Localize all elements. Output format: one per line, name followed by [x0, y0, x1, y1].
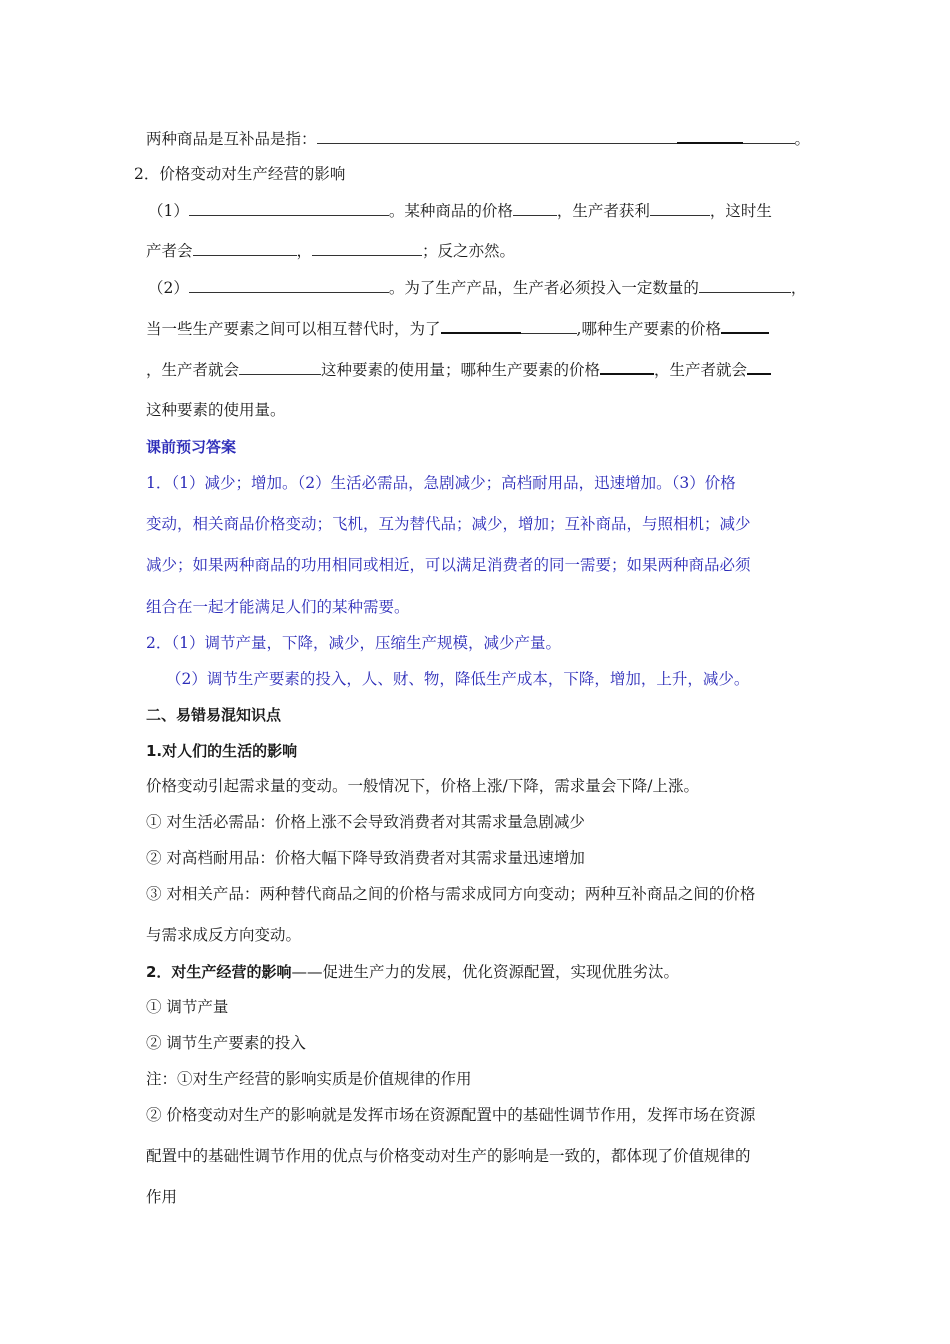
section-2-title: 2．价格变动对生产经营的影响: [134, 165, 346, 183]
blank-field[interactable]: [521, 319, 577, 334]
knowledge-text: ② 价格变动对生产的影响就是发挥市场在资源配置中的基础性调节作用，发挥市场在资源: [146, 1106, 756, 1124]
knowledge-text: 作用: [146, 1188, 178, 1206]
blank-field[interactable]: [721, 318, 769, 334]
answer-line: 减少；如果两种商品的功用相同或相近，可以满足消费者的同一需要；如果两种商品必须: [146, 556, 751, 574]
complement-prefix: 两种商品是互补品是指：: [146, 130, 317, 148]
answer-line: 变动，相关商品价格变动；飞机，互为替代品；减少，增加；互补商品，与照相机；减少: [146, 515, 751, 533]
knowledge-subheading-1: 1.对人们的生活的影响: [146, 742, 298, 760]
complement-definition-line: 两种商品是互补品是指： 。: [146, 130, 811, 148]
blank-field[interactable]: [441, 318, 521, 334]
blank-field[interactable]: [239, 360, 321, 375]
blank-field[interactable]: [650, 201, 710, 216]
blank-field[interactable]: [699, 278, 791, 293]
knowledge-subheading-2: 2．对生产经营的影响——促进生产力的发展，优化资源配置，实现优胜劣汰。: [146, 963, 679, 981]
answer-line: 1．（1）减少；增加。（2）生活必需品，急剧减少；高档耐用品，迅速增加。（3）价格: [146, 474, 736, 492]
blank-field[interactable]: [189, 201, 389, 216]
paragraph-2-line-1: （2） 。为了生产产品，生产者必须投入一定数量的 ，: [148, 279, 807, 297]
paragraph-2-line-3: ，生产者就会 这种要素的使用量；哪种生产要素的价格 ，生产者就会: [146, 359, 820, 381]
knowledge-text: ① 调节产量: [146, 998, 229, 1016]
blank-field[interactable]: [743, 129, 795, 144]
knowledge-text: 与需求成反方向变动。: [146, 926, 302, 944]
knowledge-heading: 二、易错易混知识点: [146, 706, 282, 724]
paragraph-1-line-1: （1） 。某种商品的价格 ，生产者获利 ，这时生: [148, 202, 772, 220]
knowledge-text: ② 调节生产要素的投入: [146, 1034, 306, 1052]
blank-field[interactable]: [677, 128, 743, 144]
blank-field[interactable]: [747, 359, 771, 375]
knowledge-text: ③ 对相关产品：两种替代商品之间的价格与需求成同方向变动；两种互补商品之间的价格: [146, 885, 756, 903]
paragraph-2-line-2: 当一些生产要素之间可以相互替代时，为了 ,哪种生产要素的价格: [146, 318, 820, 340]
paragraph-2-line-4: 这种要素的使用量。: [146, 401, 286, 419]
blank-field[interactable]: [189, 278, 389, 293]
blank-field[interactable]: [317, 129, 677, 144]
knowledge-text: ② 对高档耐用品：价格大幅下降导致消费者对其需求量迅速增加: [146, 849, 585, 867]
paragraph-1-line-2: 产者会 ， ；反之亦然。: [146, 242, 516, 260]
blank-field[interactable]: [513, 201, 557, 216]
answer-line: （2）调节生产要素的投入，人、财、物，降低生产成本，下降，增加，上升，减少。: [166, 670, 750, 688]
answer-line: 组合在一起才能满足人们的某种需要。: [146, 598, 410, 616]
blank-field[interactable]: [600, 359, 654, 375]
answers-heading: 课前预习答案: [146, 438, 237, 456]
answer-line: 2．（1）调节产量，下降，减少，压缩生产规模，减少产量。: [146, 634, 561, 652]
blank-field[interactable]: [193, 241, 297, 256]
knowledge-text: 价格变动引起需求量的变动。一般情况下，价格上涨/下降，需求量会下降/上涨。: [146, 777, 699, 795]
blank-field[interactable]: [312, 241, 422, 256]
knowledge-text: 配置中的基础性调节作用的优点与价格变动对生产的影响是一致的，都体现了价值规律的: [146, 1147, 751, 1165]
knowledge-text: ① 对生活必需品：价格上涨不会导致消费者对其需求量急剧减少: [146, 813, 585, 831]
knowledge-note: 注：①对生产经营的影响实质是价值规律的作用: [146, 1070, 472, 1088]
